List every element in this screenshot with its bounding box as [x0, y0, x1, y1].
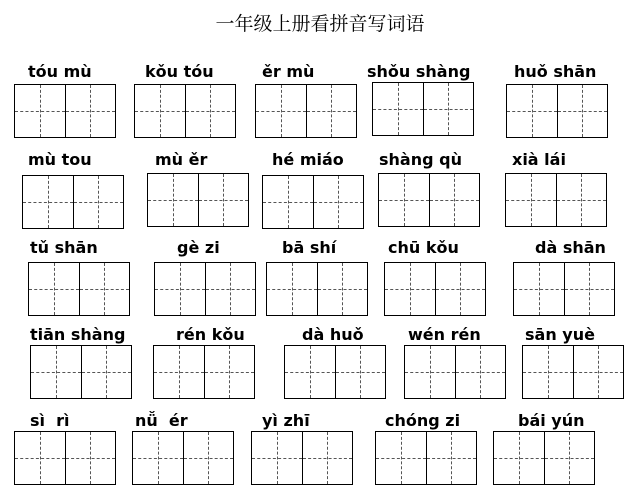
pinyin-label: kǒu tóu: [145, 62, 214, 81]
tian-zi-ge-cell[interactable]: [135, 85, 185, 137]
pinyin-label: mù tou: [28, 150, 92, 169]
character-writing-grid[interactable]: [14, 84, 116, 138]
tian-zi-ge-cell[interactable]: [285, 346, 335, 398]
character-writing-grid[interactable]: [266, 262, 368, 316]
pinyin-label: yì zhī: [262, 411, 310, 430]
tian-zi-ge-cell[interactable]: [523, 346, 573, 398]
tian-zi-ge-cell[interactable]: [29, 263, 79, 315]
character-writing-grid[interactable]: [378, 173, 480, 227]
tian-zi-ge-cell[interactable]: [148, 174, 198, 226]
tian-zi-ge-cell[interactable]: [494, 432, 544, 484]
character-writing-grid[interactable]: [522, 345, 624, 399]
character-writing-grid[interactable]: [147, 173, 249, 227]
tian-zi-ge-cell[interactable]: [15, 85, 65, 137]
pinyin-label: mù ěr: [155, 150, 208, 169]
pinyin-label: chóng zi: [385, 411, 461, 430]
tian-zi-ge-cell[interactable]: [306, 85, 357, 137]
tian-zi-ge-cell[interactable]: [155, 263, 205, 315]
tian-zi-ge-cell[interactable]: [23, 176, 73, 228]
tian-zi-ge-cell[interactable]: [65, 432, 116, 484]
tian-zi-ge-cell[interactable]: [15, 432, 65, 484]
tian-zi-ge-cell[interactable]: [573, 346, 624, 398]
tian-zi-ge-cell[interactable]: [455, 346, 506, 398]
pinyin-label: tóu mù: [28, 62, 92, 81]
pinyin-label: rén kǒu: [176, 325, 245, 344]
tian-zi-ge-cell[interactable]: [335, 346, 386, 398]
tian-zi-ge-cell[interactable]: [507, 85, 557, 137]
character-writing-grid[interactable]: [255, 84, 357, 138]
pinyin-label: bái yún: [518, 411, 585, 430]
character-writing-grid[interactable]: [153, 345, 255, 399]
tian-zi-ge-cell[interactable]: [544, 432, 595, 484]
tian-zi-ge-cell[interactable]: [423, 83, 474, 135]
tian-zi-ge-cell[interactable]: [204, 346, 255, 398]
character-writing-grid[interactable]: [513, 262, 615, 316]
pinyin-label: chū kǒu: [388, 238, 459, 257]
tian-zi-ge-cell[interactable]: [556, 174, 607, 226]
character-writing-grid[interactable]: [506, 84, 608, 138]
pinyin-label: shǒu shàng: [367, 62, 471, 81]
tian-zi-ge-cell[interactable]: [73, 176, 124, 228]
character-writing-grid[interactable]: [505, 173, 607, 227]
character-writing-grid[interactable]: [372, 82, 474, 136]
character-writing-grid[interactable]: [22, 175, 124, 229]
tian-zi-ge-cell[interactable]: [506, 174, 556, 226]
tian-zi-ge-cell[interactable]: [183, 432, 234, 484]
tian-zi-ge-cell[interactable]: [429, 174, 480, 226]
tian-zi-ge-cell[interactable]: [376, 432, 426, 484]
tian-zi-ge-cell[interactable]: [263, 176, 313, 228]
pinyin-label: huǒ shān: [514, 62, 597, 81]
character-writing-grid[interactable]: [384, 262, 486, 316]
tian-zi-ge-cell[interactable]: [133, 432, 183, 484]
tian-zi-ge-cell[interactable]: [267, 263, 317, 315]
character-writing-grid[interactable]: [404, 345, 506, 399]
pinyin-label: nǚ ér: [135, 411, 188, 430]
tian-zi-ge-cell[interactable]: [564, 263, 615, 315]
tian-zi-ge-cell[interactable]: [205, 263, 256, 315]
tian-zi-ge-cell[interactable]: [426, 432, 477, 484]
tian-zi-ge-cell[interactable]: [256, 85, 306, 137]
character-writing-grid[interactable]: [132, 431, 234, 485]
character-writing-grid[interactable]: [154, 262, 256, 316]
pinyin-label: sān yuè: [525, 325, 595, 344]
tian-zi-ge-cell[interactable]: [81, 346, 132, 398]
tian-zi-ge-cell[interactable]: [405, 346, 455, 398]
pinyin-label: wén rén: [408, 325, 481, 344]
pinyin-label: dà shān: [535, 238, 606, 257]
character-writing-grid[interactable]: [14, 431, 116, 485]
character-writing-grid[interactable]: [251, 431, 353, 485]
character-writing-grid[interactable]: [284, 345, 386, 399]
tian-zi-ge-cell[interactable]: [317, 263, 368, 315]
tian-zi-ge-cell[interactable]: [185, 85, 236, 137]
tian-zi-ge-cell[interactable]: [379, 174, 429, 226]
character-writing-grid[interactable]: [134, 84, 236, 138]
pinyin-label: tǔ shān: [30, 238, 98, 257]
pinyin-label: shàng qù: [379, 150, 462, 169]
tian-zi-ge-cell[interactable]: [65, 85, 116, 137]
tian-zi-ge-cell[interactable]: [313, 176, 364, 228]
tian-zi-ge-cell[interactable]: [385, 263, 435, 315]
character-writing-grid[interactable]: [493, 431, 595, 485]
pinyin-label: sì rì: [30, 411, 70, 430]
tian-zi-ge-cell[interactable]: [435, 263, 486, 315]
pinyin-label: hé miáo: [272, 150, 344, 169]
tian-zi-ge-cell[interactable]: [198, 174, 249, 226]
pinyin-label: xià lái: [512, 150, 566, 169]
tian-zi-ge-cell[interactable]: [79, 263, 130, 315]
character-writing-grid[interactable]: [262, 175, 364, 229]
tian-zi-ge-cell[interactable]: [514, 263, 564, 315]
pinyin-label: ěr mù: [262, 62, 315, 81]
pinyin-label: dà huǒ: [302, 325, 364, 344]
pinyin-label: bā shí: [282, 238, 337, 257]
tian-zi-ge-cell[interactable]: [557, 85, 608, 137]
tian-zi-ge-cell[interactable]: [154, 346, 204, 398]
tian-zi-ge-cell[interactable]: [31, 346, 81, 398]
tian-zi-ge-cell[interactable]: [252, 432, 302, 484]
character-writing-grid[interactable]: [30, 345, 132, 399]
character-writing-grid[interactable]: [375, 431, 477, 485]
page-title: 一年级上册看拼音写词语: [215, 13, 425, 35]
pinyin-label: gè zi: [177, 238, 220, 257]
tian-zi-ge-cell[interactable]: [302, 432, 353, 484]
character-writing-grid[interactable]: [28, 262, 130, 316]
tian-zi-ge-cell[interactable]: [373, 83, 423, 135]
pinyin-label: tiān shàng: [30, 325, 126, 344]
